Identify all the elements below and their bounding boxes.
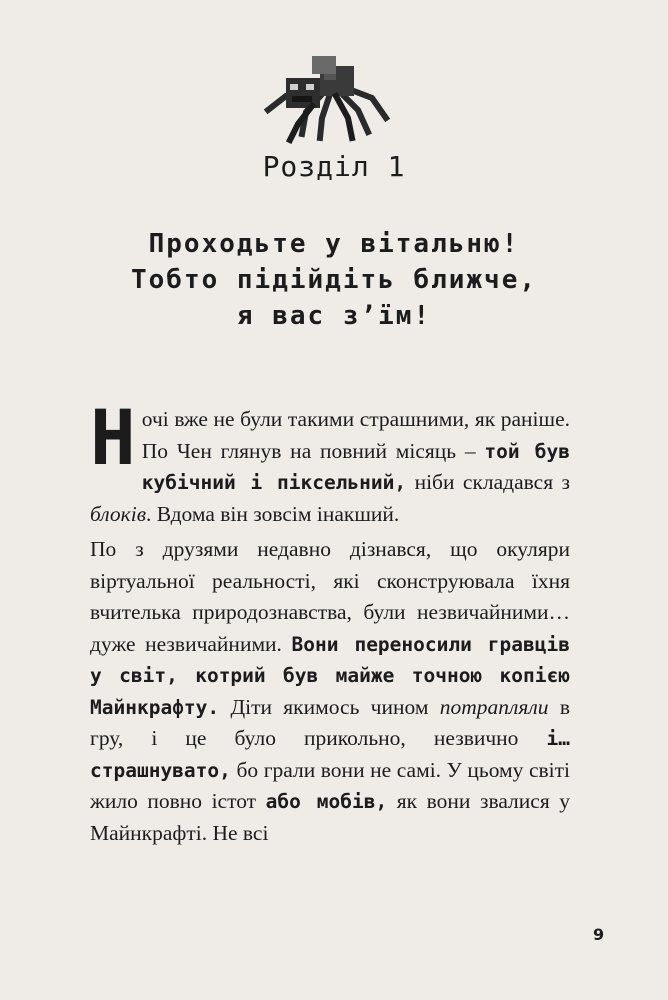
- drop-cap: Н: [90, 393, 136, 482]
- emphasis-text: той був кубічний і піксельний,: [141, 439, 571, 494]
- page-number: 9: [593, 925, 605, 944]
- chapter-title: [0, 226, 668, 334]
- italic-text: блоків: [90, 501, 147, 526]
- chapter-title-line: Проходьте у вітальню!: [148, 229, 520, 259]
- text-run: в гру, і це було прикольно, незвично: [90, 694, 571, 750]
- text-run: як вони звалися у Майнкрафті. Не всі: [90, 789, 571, 845]
- chapter-label: Розділ 1: [262, 150, 406, 183]
- emphasis-text: або мобів,: [265, 790, 388, 813]
- text-run: бо грали вони не самі. У цьому світі жило повно істот: [90, 757, 570, 813]
- spider-icon: [262, 52, 392, 144]
- paragraph: [90, 534, 570, 849]
- text-run: . Вдома він зовсім інакший.: [146, 501, 400, 526]
- emphasis-text: Вони переносили гравців у світ, котрий був майже точною копією Майнкрафту.: [90, 632, 570, 719]
- text-run: ніби складався з: [414, 470, 571, 494]
- paragraph: [90, 393, 571, 530]
- text-run: По з друзями недавно дізнався, що окуляри віртуальної реальності, які сконструювала їхня вчителька природознавства, були незвичайними… дуже незвичайними.: [90, 537, 570, 656]
- text-run: Діти якимось чином: [230, 694, 429, 719]
- body-text: [90, 393, 571, 849]
- chapter-title-line: Тобто підійдіть ближче,: [130, 265, 538, 295]
- text-run: очі вже не були такими страшними, як раніше. По Чен глянув на повний місяць –: [141, 407, 570, 463]
- chapter-title-line: я вас з’їм!: [236, 301, 432, 331]
- emphasis-text: і… страшнувато,: [90, 727, 570, 782]
- italic-text: потрапляли: [439, 694, 549, 719]
